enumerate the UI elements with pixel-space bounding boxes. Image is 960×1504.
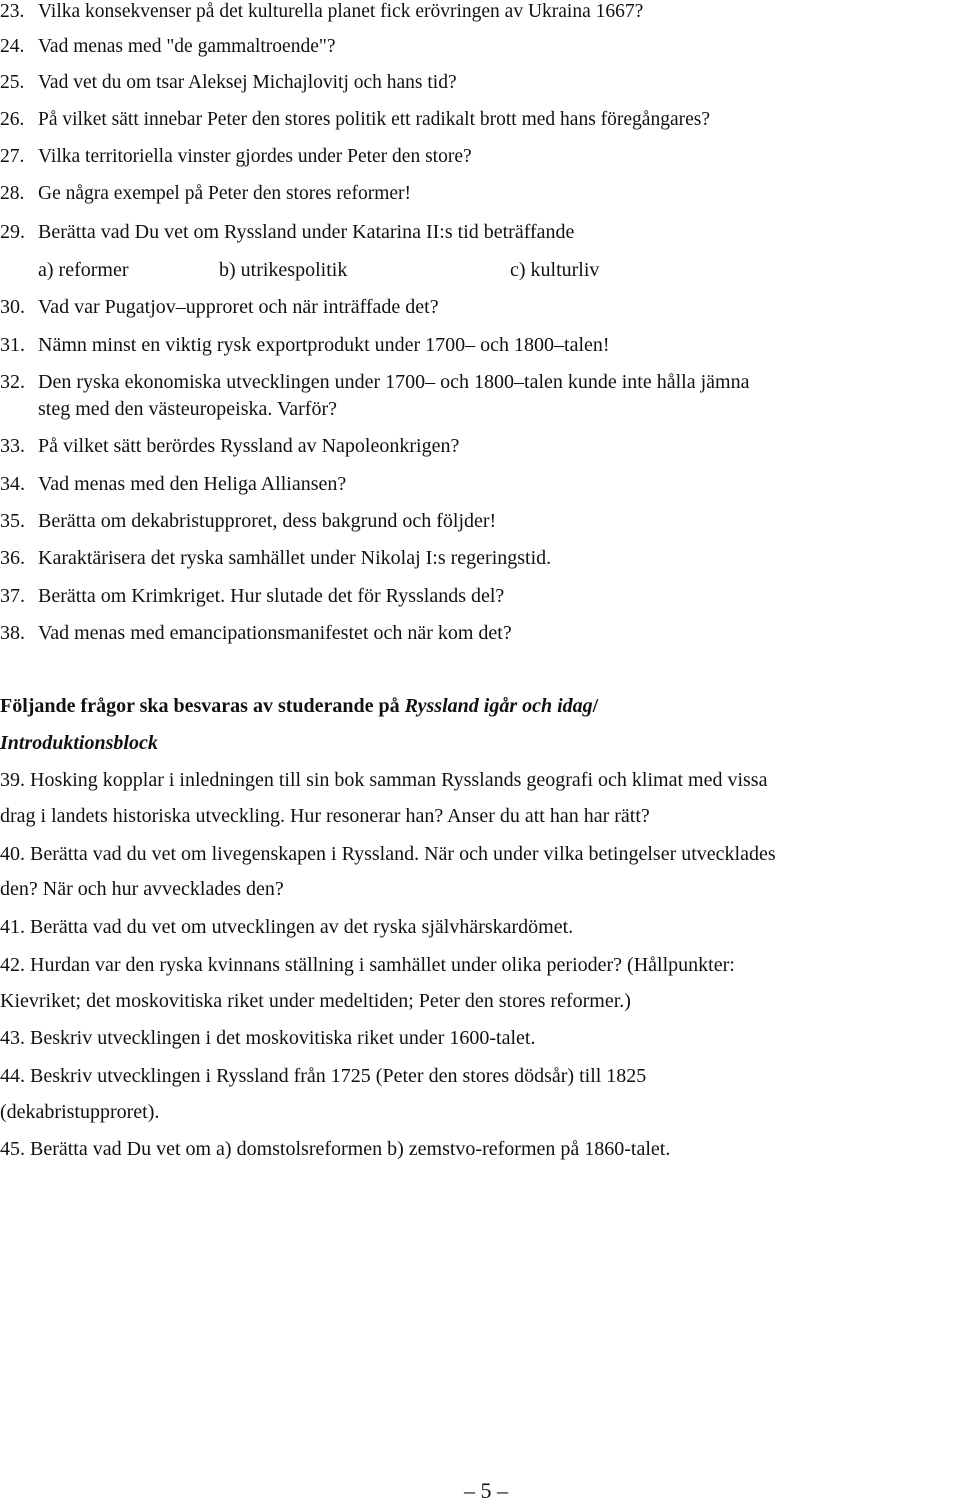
question-40: 40. Berätta vad du vet om livegenskapen i Ryssland. När och under vilka betingelser utvecklades [0, 843, 776, 865]
q29-option-a: a) reformer [38, 259, 129, 281]
question-32-continued: steg med den västeuropeiska. Varför? [38, 398, 337, 420]
question-45: 45. Berätta vad Du vet om a) domstolsreformen b) zemstvo-reformen på 1860-talet. [0, 1138, 671, 1160]
question-31: 31. Nämn minst en viktig rysk exportprodukt under 1700– och 1800–talen! [0, 334, 610, 356]
question-44-continued: (dekabristupproret). [0, 1101, 160, 1123]
question-28: 28. Ge några exempel på Peter den stores reformer! [0, 183, 412, 204]
question-43: 43. Beskriv utvecklingen i det moskovitiska riket under 1600-talet. [0, 1027, 536, 1049]
section-heading: Följande frågor ska besvaras av studerande på Ryssland igår och idag/ [0, 695, 599, 717]
question-40-continued: den? När och hur avvecklades den? [0, 878, 284, 900]
question-44: 44. Beskriv utvecklingen i Ryssland från 1725 (Peter den stores dödsår) till 1825 [0, 1065, 647, 1087]
question-30: 30. Vad var Pugatjov–upproret och när inträffade det? [0, 296, 439, 318]
page-number: – 5 – [464, 1478, 508, 1503]
question-25: 25. Vad vet du om tsar Aleksej Michajlovitj och hans tid? [0, 72, 457, 93]
question-34: 34. Vad menas med den Heliga Alliansen? [0, 473, 347, 495]
question-24: 24. Vad menas med "de gammaltroende"? [0, 36, 336, 57]
question-35: 35. Berätta om dekabristupproret, dess bakgrund och följder! [0, 510, 497, 532]
question-38: 38. Vad menas med emancipationsmanifestet och när kom det? [0, 622, 512, 644]
question-32: 32. Den ryska ekonomiska utvecklingen under 1700– och 1800–talen kunde inte hålla jämna [0, 371, 750, 393]
question-26: 26. På vilket sätt innebar Peter den stores politik ett radikalt brott med hans föregångares? [0, 109, 711, 130]
question-39: 39. Hosking kopplar i inledningen till sin bok samman Rysslands geografi och klimat med vissa [0, 769, 768, 791]
question-42-continued: Kievriket; det moskovitiska riket under medeltiden; Peter den stores reformer.) [0, 990, 631, 1012]
q29-option-b: b) utrikespolitik [219, 259, 348, 281]
question-33: 33. På vilket sätt berördes Ryssland av Napoleonkrigen? [0, 435, 460, 457]
question-36: 36. Karaktärisera det ryska samhället under Nikolaj I:s regeringstid. [0, 547, 552, 569]
question-29: 29. Berätta vad Du vet om Ryssland under Katarina II:s tid beträffande [0, 221, 575, 243]
q29-option-c: c) kulturliv [510, 259, 600, 281]
question-37: 37. Berätta om Krimkriget. Hur slutade det för Rysslands del? [0, 585, 505, 607]
question-39-continued: drag i landets historiska utveckling. Hur resonerar han? Anser du att han har rätt? [0, 805, 650, 827]
question-41: 41. Berätta vad du vet om utvecklingen av det ryska självhärskardömet. [0, 916, 574, 938]
question-27: 27. Vilka territoriella vinster gjordes under Peter den store? [0, 146, 472, 167]
question-42: 42. Hurdan var den ryska kvinnans ställning i samhället under olika perioder? (Hållpunkter: [0, 954, 735, 976]
section-heading-line2: Introduktionsblock [0, 732, 158, 754]
question-23: 23. Vilka konsekvenser på det kulturella planet fick erövringen av Ukraina 1667? [0, 1, 644, 22]
